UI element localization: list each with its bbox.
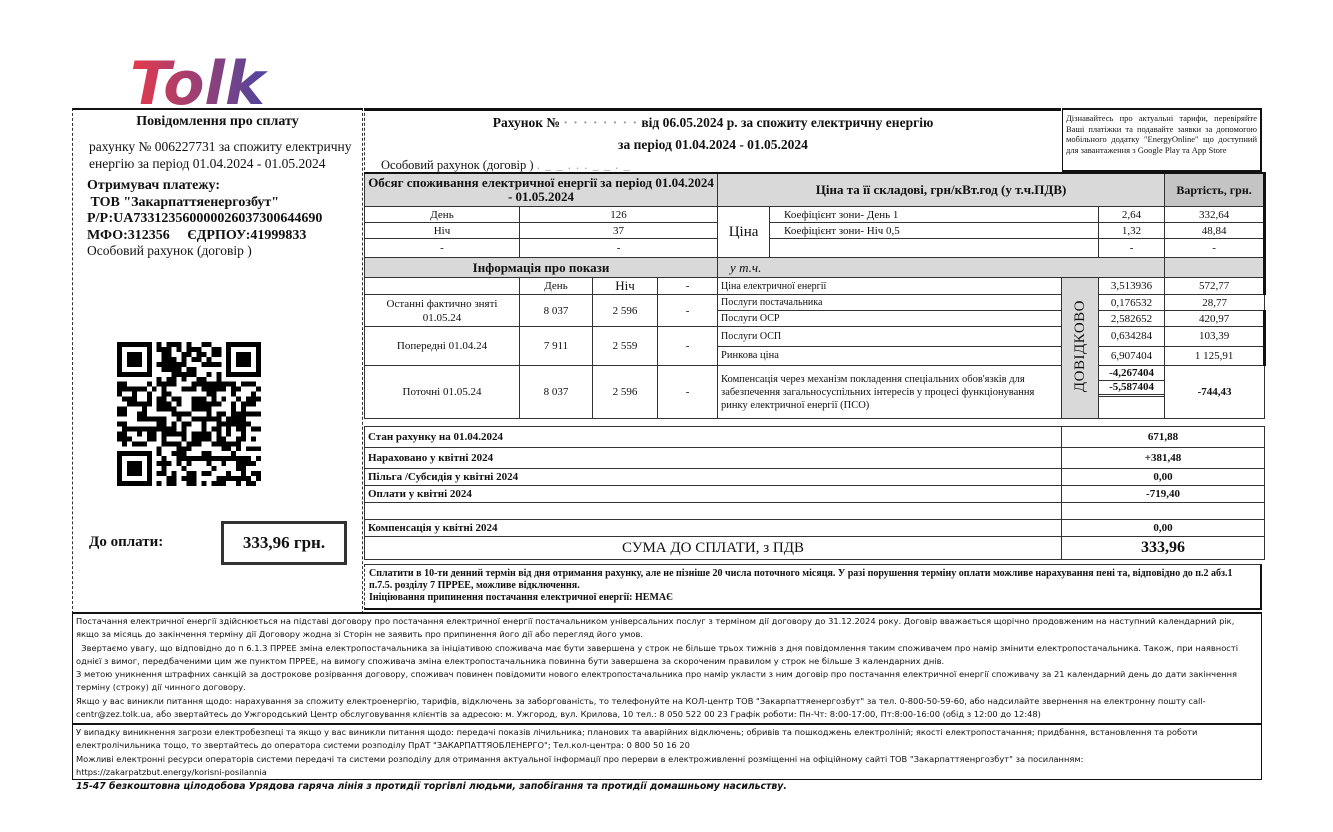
reading-other: - (658, 366, 718, 419)
balance-label: Компенсація у квітні 2024 (365, 520, 1062, 537)
balance-row (365, 448, 1265, 469)
balance-value (1062, 503, 1265, 520)
safety-info (72, 724, 1262, 780)
qr-code-graphic (117, 342, 261, 486)
pso-price-day: -4,267404 (1099, 367, 1164, 381)
disconnection-status: Ініціювання припинення постачання електричної енергії: НЕМАЄ (369, 592, 673, 603)
ref-cost: 103,39 (1165, 327, 1265, 347)
reading-label: Останні фактично зняті 01.05.24 (365, 295, 520, 327)
info-safety: У випадку виникнення загрози електробезпеці та якщо у вас виникли питання щодо: передачі показів лічильника; планових та аварійних відключень; обривів та пошкоджень електроліній; якості електропостачання; придбання, встановлення та роботи електролічильника тощо, то звертайтесь до оператора системи розподілу ПрАТ "ЗАКАРПАТТЯОБЛЕНЕРГО"; Тел.кол-центра: 0 800 50 16 20 (76, 727, 1198, 751)
balance-row (365, 486, 1265, 503)
incl-label: у т.ч. (718, 258, 1165, 278)
consumption-row (365, 239, 1265, 258)
zone-coefficient (770, 239, 1099, 258)
contract-info (72, 612, 1262, 724)
consumption-header: Обсяг споживання електричної енергії за період 01.04.2024 - 01.05.2024 (365, 173, 718, 207)
zone-coefficient: Коефіцієнт зони- Ніч 0,5 (770, 223, 1099, 239)
pay-amount: 333,96 грн. (221, 521, 347, 565)
balance-label: Оплати у квітні 2024 (365, 486, 1062, 503)
reading-other: - (658, 295, 718, 327)
balance-row (365, 427, 1265, 448)
price-header: Ціна та її складові, грн/кВт.год (у т.ч.ПДВ) (718, 173, 1165, 207)
app-notice: Дізнавайтесь про актуальні тарифи, перевіряйте Ваші платіжки та подавайте заявки за допомогою мобільного додатку "EnergyOnline" що доступний для завантаження з Google Play та App Store (1062, 108, 1262, 172)
ref-label: Послуги постачальника (718, 295, 1062, 311)
table-header-row (365, 173, 1265, 207)
zone-volume: 126 (520, 207, 718, 223)
readings-header-row (365, 258, 1265, 278)
total-label: СУМА ДО СПЛАТИ, з ПДВ (365, 537, 1062, 560)
bill-header (364, 108, 1061, 175)
info-contacts: Якщо у вас виникли питання щодо: нарахування за спожиту електроенергію, тарифів, відключень за заборгованість, то телефонуйте на КОЛ-центр ТОВ "Закарпаттяенергозбут" за тел. 0-800-50-59-60, або надсилайте звернення на електронну пошту call-centr@zez.tolk.ua, або звертайтесь до Ужгородський Центр обслуговування клієнтів за адресою: м. Ужгород, вул. Крилова, 10 тел.: 8 050 522 00 23 Графік роботи: Пн-Чт: 8:00-17:00, Пт:8:00-16:00 (обід з 12:00 до 12:48) (76, 695, 1206, 720)
balance-value: 671,88 (1062, 427, 1265, 448)
account-line (381, 158, 631, 173)
bill-table (364, 172, 1266, 419)
bill-prefix: Рахунок № (492, 115, 564, 130)
balance-row (365, 520, 1265, 537)
ref-cost: 420,97 (1165, 311, 1265, 327)
reading-other: - (658, 327, 718, 366)
cost-header: Вартість, грн. (1165, 173, 1265, 207)
info-penalty: З метою уникнення штрафних санкцій за дострокове розірвання договору, споживач повинен повідомити нового електропостачальника про намір укласти з ним договір про постачання електричної енергії споживачу за 21 календарний день до дати закінчення терміну (строку) дії чинного договору. (76, 669, 1238, 693)
balance-value: 0,00 (1062, 520, 1265, 537)
recipient-name: ТОВ "Закарпаттяенергозбут" (87, 194, 280, 210)
balance-label (365, 503, 1062, 520)
reading-night: 2 596 (593, 295, 658, 327)
readings-col-night: Ніч (593, 278, 658, 295)
balance-row (365, 503, 1265, 520)
info-supplier-change: Звертаємо увагу, що відповідно до п 6.1.3 ПРРЕЕ зміна електропостачальника за ініціативою споживача має бути завершена у строк не більше трьох тижнів з дня повідомлення таким споживачем про намір змінити електропостачальника. Також, при наявності однієї з вимог, передбаченими цим же пунктом ПРРЕЕ, на вимогу споживача зміна електропостачальника повинна бути завершена за скороченим правилом у строк не більше 3 календарних днів. (76, 642, 1241, 666)
account-masked: . _ _ . . . _ _ . _ (536, 158, 631, 172)
zone-label: - (365, 239, 520, 258)
zone-price: 2,64 (1099, 207, 1165, 223)
reading-day: 8 037 (520, 366, 593, 419)
readings-row (365, 295, 1265, 311)
bill-title (365, 115, 1061, 131)
zone-cost: 332,64 (1165, 207, 1265, 223)
balance-label: Нараховано у квітні 2024 (365, 448, 1062, 469)
zone-cost: 48,84 (1165, 223, 1265, 239)
recipient-iban: Р/Р:UA733123560000026037300644690 (87, 211, 323, 226)
recipient-block (87, 178, 322, 244)
total-value: 333,96 (1062, 537, 1265, 560)
reference-vertical-label: ДОВІДКОВО (1071, 300, 1088, 393)
zone-coefficient: Коефіцієнт зони- День 1 (770, 207, 1099, 223)
ref-cost: 1 125,91 (1165, 346, 1265, 366)
zone-price: - (1099, 239, 1165, 258)
ref-label: Ціна електричної енергії (718, 278, 1062, 295)
bill-suffix: від 06.05.2024 р. за спожиту електричну енергію (637, 115, 934, 130)
ref-price: 0,634284 (1099, 327, 1165, 347)
reading-night: 2 559 (593, 327, 658, 366)
reading-night: 2 596 (593, 366, 658, 419)
zone-volume: - (520, 239, 718, 258)
price-label: Ціна (718, 207, 770, 258)
logo-text: Tolk (130, 49, 265, 110)
info-contract: Постачання електричної енергії здійснюється на підставі договору про постачання електричної енергії постачальником універсальних послуг з терміном дії договору до 31.12.2024 року. Договір вважається щорічно продовженим на наступний календарний рік, якщо за місяць до закінчення терміну дії Договору жодна зі Сторін не заявить про припинення його дії або перегляд його умов. (76, 616, 1235, 640)
ref-cost: 572,77 (1165, 278, 1265, 295)
account-label: Особовий рахунок (договір ) (381, 158, 537, 172)
ref-price: 6,907404 (1099, 346, 1165, 366)
stub-account-label: Особовий рахунок (договір ) (87, 243, 252, 258)
info-resources: Можливі електронні ресурси операторів системи передачі та системи розподілу для отримання актуальної інформації про перерви в електроживленні розміщенні на офіційному сайті ТОВ "Закарпаттяенргозбут" за посиланням: (76, 753, 1084, 764)
recipient-label: Отримувач платежу: (87, 178, 220, 193)
zone-label: Ніч (365, 223, 520, 239)
readings-row (365, 327, 1265, 347)
pay-label: До оплати: (89, 534, 164, 550)
readings-col-empty (365, 278, 520, 295)
balance-table (364, 426, 1265, 560)
zone-label: День (365, 207, 520, 223)
readings-row (365, 366, 1265, 397)
readings-col-day: День (520, 278, 593, 295)
balance-label: Пільга /Субсидія у квітні 2024 (365, 469, 1062, 486)
payment-stub (72, 108, 363, 614)
stub-title: Повідомлення про сплату (136, 114, 299, 129)
tolk-logo (128, 48, 268, 110)
pso-price-empty (1099, 396, 1165, 418)
reading-label: Поточні 01.05.24 (365, 366, 520, 419)
reading-day: 7 911 (520, 327, 593, 366)
ref-price: 3,513936 (1099, 278, 1165, 295)
total-row (365, 537, 1265, 560)
payment-notes (364, 564, 1262, 610)
qr-code-icon[interactable] (117, 342, 261, 486)
balance-value: -719,40 (1062, 486, 1265, 503)
ref-label: Послуги ОСП (718, 327, 1062, 347)
zone-price: 1,32 (1099, 223, 1165, 239)
zone-volume: 37 (520, 223, 718, 239)
ref-label: Ринкова ціна (718, 346, 1062, 366)
recipient-mfo-edrpou: МФО:312356 ЄДРПОУ:41999833 (87, 227, 307, 243)
incl-empty (1165, 258, 1265, 278)
pso-label: Компенсація через механізм покладення спеціальних обов'язків для забезпечення загальносуспільних інтересів у процесі функціонування ринку електричної енергії (ПСО) (718, 366, 1062, 419)
hotline-notice: 15-47 безкоштовна цілодобова Урядова гаряча лінія з протидії торгівлі людьми, запобігання та протидії домашньому насильству. (76, 781, 787, 792)
pso-cost: -744,43 (1165, 366, 1265, 419)
zone-cost: - (1165, 239, 1265, 258)
balance-row (365, 469, 1265, 486)
balance-label: Стан рахунку на 01.04.2024 (365, 427, 1062, 448)
reading-day: 8 037 (520, 295, 593, 327)
reference-vertical (1062, 278, 1099, 419)
pso-prices (1099, 366, 1165, 397)
reading-label: Попередні 01.04.24 (365, 327, 520, 366)
readings-col-dash: - (658, 278, 718, 295)
consumption-row (365, 223, 1265, 239)
info-link[interactable]: https://zakarpatzbut.energy/korisni-posilannia (76, 766, 267, 777)
bill-number-masked: · · · · · · · · (563, 115, 638, 130)
payment-terms: Сплатити в 10-ти денний термін від дня отримання рахунку, але не пізніше 20 числа поточного місяця. У разі порушення терміну оплати можливе нарахування пені та, відповідно до п.2 абз.1 п.7.5. розділу 7 ПРРЕЕ, можливе відключення. (369, 568, 1233, 591)
readings-header: Інформація про покази (365, 258, 718, 278)
balance-value: 0,00 (1062, 469, 1265, 486)
ref-label: Послуги ОСР (718, 311, 1062, 327)
ref-price: 0,176532 (1099, 295, 1165, 311)
ref-cost: 28,77 (1165, 295, 1265, 311)
ref-price: 2,582652 (1099, 311, 1165, 327)
bill-period: за період 01.04.2024 - 01.05.2024 (618, 137, 808, 152)
tolk-logo-icon (128, 48, 268, 110)
readings-cols-row (365, 278, 1265, 295)
consumption-row (365, 207, 1265, 223)
pso-price-night: -5,587404 (1099, 381, 1164, 395)
stub-description: рахунку № 006227731 за спожиту електричну енергію за період 01.04.2024 - 01.05.2024 (89, 139, 352, 171)
balance-value: +381,48 (1062, 448, 1265, 469)
